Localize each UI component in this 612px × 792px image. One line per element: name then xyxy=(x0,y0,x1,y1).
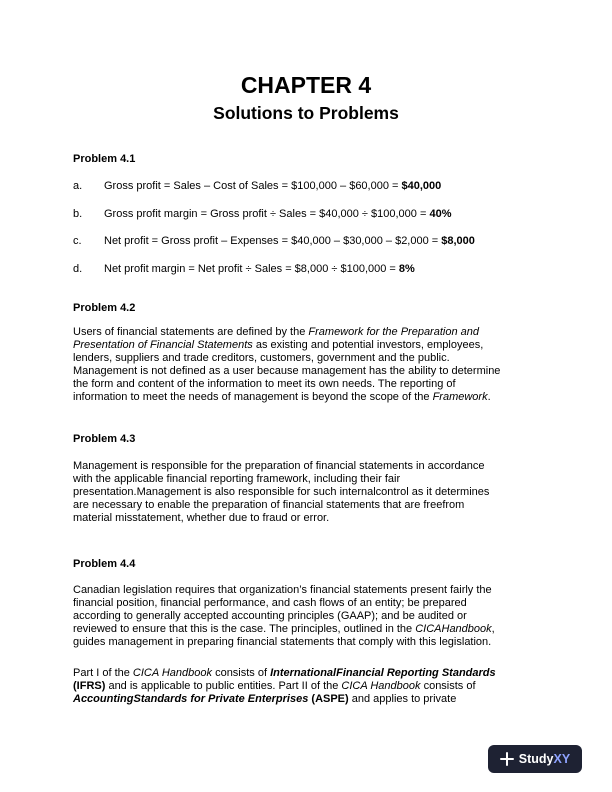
page-subtitle: Solutions to Problems xyxy=(213,103,399,123)
item-text: Net profit = Gross profit – Expenses = $40,000 – $30,000 – $2,000 = $8,000 xyxy=(104,235,475,247)
problem-4-1-heading: Problem 4.1 xyxy=(73,153,136,165)
problem-4-2-heading: Problem 4.2 xyxy=(73,302,136,314)
item-letter: d. xyxy=(73,263,83,275)
item-text: Net profit margin = Net profit ÷ Sales = $8,000 ÷ $100,000 = 8% xyxy=(104,263,415,275)
problem-4-2-paragraph: Users of financial statements are defined by the Framework for the Preparation and Presentation of Financial Statements as existing and potential investors, employees, lenders, suppliers and trade creditors, customers, government and the public. Management is not defined as a user because management has the ability to determine the form and content of the information to meet its own needs. The reporting of information to meet the needs of management is beyond the scope of the Framework. xyxy=(73,326,501,403)
logo-text: StudyXY xyxy=(518,752,571,766)
item-answer: 8% xyxy=(398,263,415,275)
problem-4-3-heading: Problem 4.3 xyxy=(73,433,136,445)
item-letter: a. xyxy=(73,180,83,192)
chapter-title: CHAPTER 4 xyxy=(240,72,372,98)
problem-4-4-paragraph-1: Canadian legislation requires that organization’s financial statements present fairly the financial position, financial performance, and cash flows of an entity; be prepared according to generally accepted accounting principles (GAAP); and be audited or reviewed to ensure that this is the case. The principles, outlined in the CICAHandbook, guides management in preparing financial statements that comply with this legislation. xyxy=(73,584,495,648)
problem-4-3-paragraph: Management is responsible for the preparation of financial statements in accordance with the applicable financial reporting framework, including their fair presentation.Management is also responsible for such internalcontrol as it determines are necessary to enable the preparation of financial statements that are freefrom material misstatement, whether due to fraud or error. xyxy=(73,460,490,524)
item-letter: b. xyxy=(73,208,83,220)
problem-4-4-heading: Problem 4.4 xyxy=(73,558,136,570)
problem-4-4-paragraph-2: Part I of the CICA Handbook consists of InternationalFinancial Reporting Standards (IFRS) and is applicable to public entities. Part II of the CICA Handbook consists of AccountingStandards for Private Enterprises (ASPE) and applies to private xyxy=(73,667,496,705)
item-text: Gross profit = Sales – Cost of Sales = $100,000 – $60,000 = $40,000 xyxy=(104,180,442,192)
item-text: Gross profit margin = Gross profit ÷ Sales = $40,000 ÷ $100,000 = 40% xyxy=(104,208,452,220)
item-answer: 40% xyxy=(429,208,452,220)
item-answer: $8,000 xyxy=(441,235,475,247)
studyxy-logo-badge[interactable] xyxy=(488,745,582,773)
item-answer: $40,000 xyxy=(401,180,442,192)
item-letter: c. xyxy=(73,235,82,247)
plus-icon xyxy=(500,752,514,766)
